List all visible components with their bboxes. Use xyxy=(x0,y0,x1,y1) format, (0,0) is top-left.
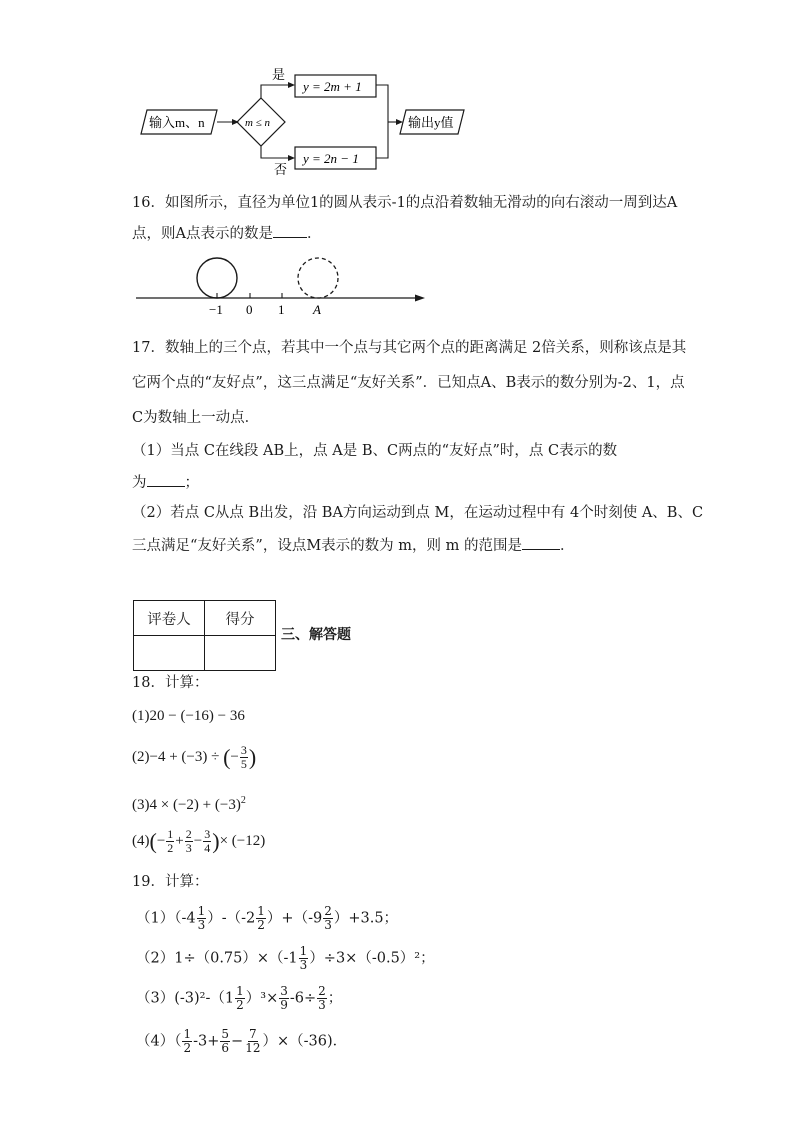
q16-number-line xyxy=(130,256,430,320)
score-table-score-cell[interactable] xyxy=(205,636,276,671)
rolling-circle-start xyxy=(197,258,237,298)
tick-label-0: 0 xyxy=(246,302,253,317)
q19-part1: （1）（-4 $\frac{1}{3}$ ）-（-2 $\frac{1}{2}$ ）+（-9 $\frac{2}{3}$ ）+3.5； xyxy=(136,904,399,932)
q17-part2-answer-blank[interactable] xyxy=(522,535,560,550)
q18-part4-suffix: × (−12) xyxy=(219,832,266,849)
q17-part1-answer-blank[interactable] xyxy=(147,472,185,487)
q17-part2-prefix: 三点满足“友好关系”，设点M表示的数为 m，则 m 的范围是 xyxy=(132,538,522,554)
flowchart-condition: m ≤ n xyxy=(245,117,270,129)
flowchart xyxy=(130,62,475,180)
q17-part1-suffix: ； xyxy=(184,475,199,491)
q16-line2 xyxy=(132,223,321,244)
q18-part4-prefix: (4) xyxy=(132,832,150,849)
q17-line2: 它两个点的“友好点”，这三点满足“友好关系”．已知点A、B表示的数分别为-2、1，点 xyxy=(132,375,685,391)
score-table-score-header: 得分 xyxy=(205,601,276,636)
tick-label-1: 1 xyxy=(278,302,285,317)
q16-line1: 16．如图所示，直径为单位1的圆从表示-1的点沿着数轴无滑动的向右滚动一周到达A xyxy=(132,195,678,211)
score-table xyxy=(133,600,276,671)
q18-part3 xyxy=(132,795,246,814)
q16-line2-suffix: ． xyxy=(306,226,322,242)
q18-part2: (2)−4 + (−3) ÷ (− $\frac{3}{5}$ ) xyxy=(132,743,257,771)
rolling-circle-end xyxy=(298,258,338,298)
q18-title: 18．计算： xyxy=(132,675,209,691)
flowchart-yes-formula: y = 2m + 1 xyxy=(303,79,362,94)
flowchart-no-formula: y = 2n − 1 xyxy=(303,151,359,166)
q17-line3: C为数轴上一动点． xyxy=(132,410,260,426)
flowchart-input-label: 输入m、n xyxy=(149,115,205,130)
q18-part4: (4)(− $\frac{1}{2}$ + $\frac{2}{3}$ − $\frac{3}{4}$ )× (−12) xyxy=(132,827,266,855)
q19-title: 19．计算： xyxy=(132,874,209,890)
q17-part1-line1: （1）当点 C在线段 AB上，点 A是 B、C两点的“友好点”时，点 C表示的数 xyxy=(132,443,618,459)
score-table-reviewer-cell[interactable] xyxy=(134,636,205,671)
q18-part3-exponent: 2 xyxy=(240,795,246,806)
q16-line2-prefix: 点，则A点表示的数是 xyxy=(132,226,273,242)
q17-part1-line2 xyxy=(132,472,199,493)
q19-part3: （3）(-3)²-（1 $\frac{1}{2}$ ）³× $\frac{3}{9}$ -6÷ $\frac{2}{3}$ ； xyxy=(136,984,343,1012)
flowchart-no-label: 否 xyxy=(274,162,288,177)
q17-part1-prefix: 为 xyxy=(132,475,147,491)
q18-part3-expr: (3)4 × (−2) + (−3) xyxy=(132,797,241,813)
q19-part2: （2）1÷（0.75）×（-1 $\frac{1}{3}$ ）÷3×（-0.5）²； xyxy=(136,944,435,972)
q18-part2-prefix: (2)−4 + (−3) ÷ xyxy=(132,748,224,765)
q17-line1: 17．数轴上的三个点，若其中一个点与其它两个点的距离满足 2倍关系，则称该点是其 xyxy=(132,340,687,356)
q18-part1: (1)20 − (−16) − 36 xyxy=(132,708,245,724)
tick-label-neg1: −1 xyxy=(209,302,223,317)
q17-part2-suffix: ． xyxy=(560,538,575,554)
section-title: 三、解答题 xyxy=(281,627,351,643)
flowchart-yes-label: 是 xyxy=(272,67,286,82)
point-label-a: A xyxy=(313,302,321,317)
flowchart-output-label: 输出y值 xyxy=(408,115,454,130)
q17-part2-line2 xyxy=(132,535,575,556)
q16-answer-blank[interactable] xyxy=(273,223,307,238)
score-table-reviewer-header: 评卷人 xyxy=(134,601,205,636)
q17-part2-line1: （2）若点 C从点 B出发，沿 BA方向运动到点 M，在运动过程中有 4个时刻使 A、B、C xyxy=(132,505,704,521)
q18-part2-fraction: $\frac{3}{5}$ xyxy=(240,743,247,771)
q19-part4: （4）（ $\frac{1}{2}$ -3+ $\frac{5}{6}$ − $\frac{7}{12}$ ）×（-36)． xyxy=(136,1027,348,1055)
